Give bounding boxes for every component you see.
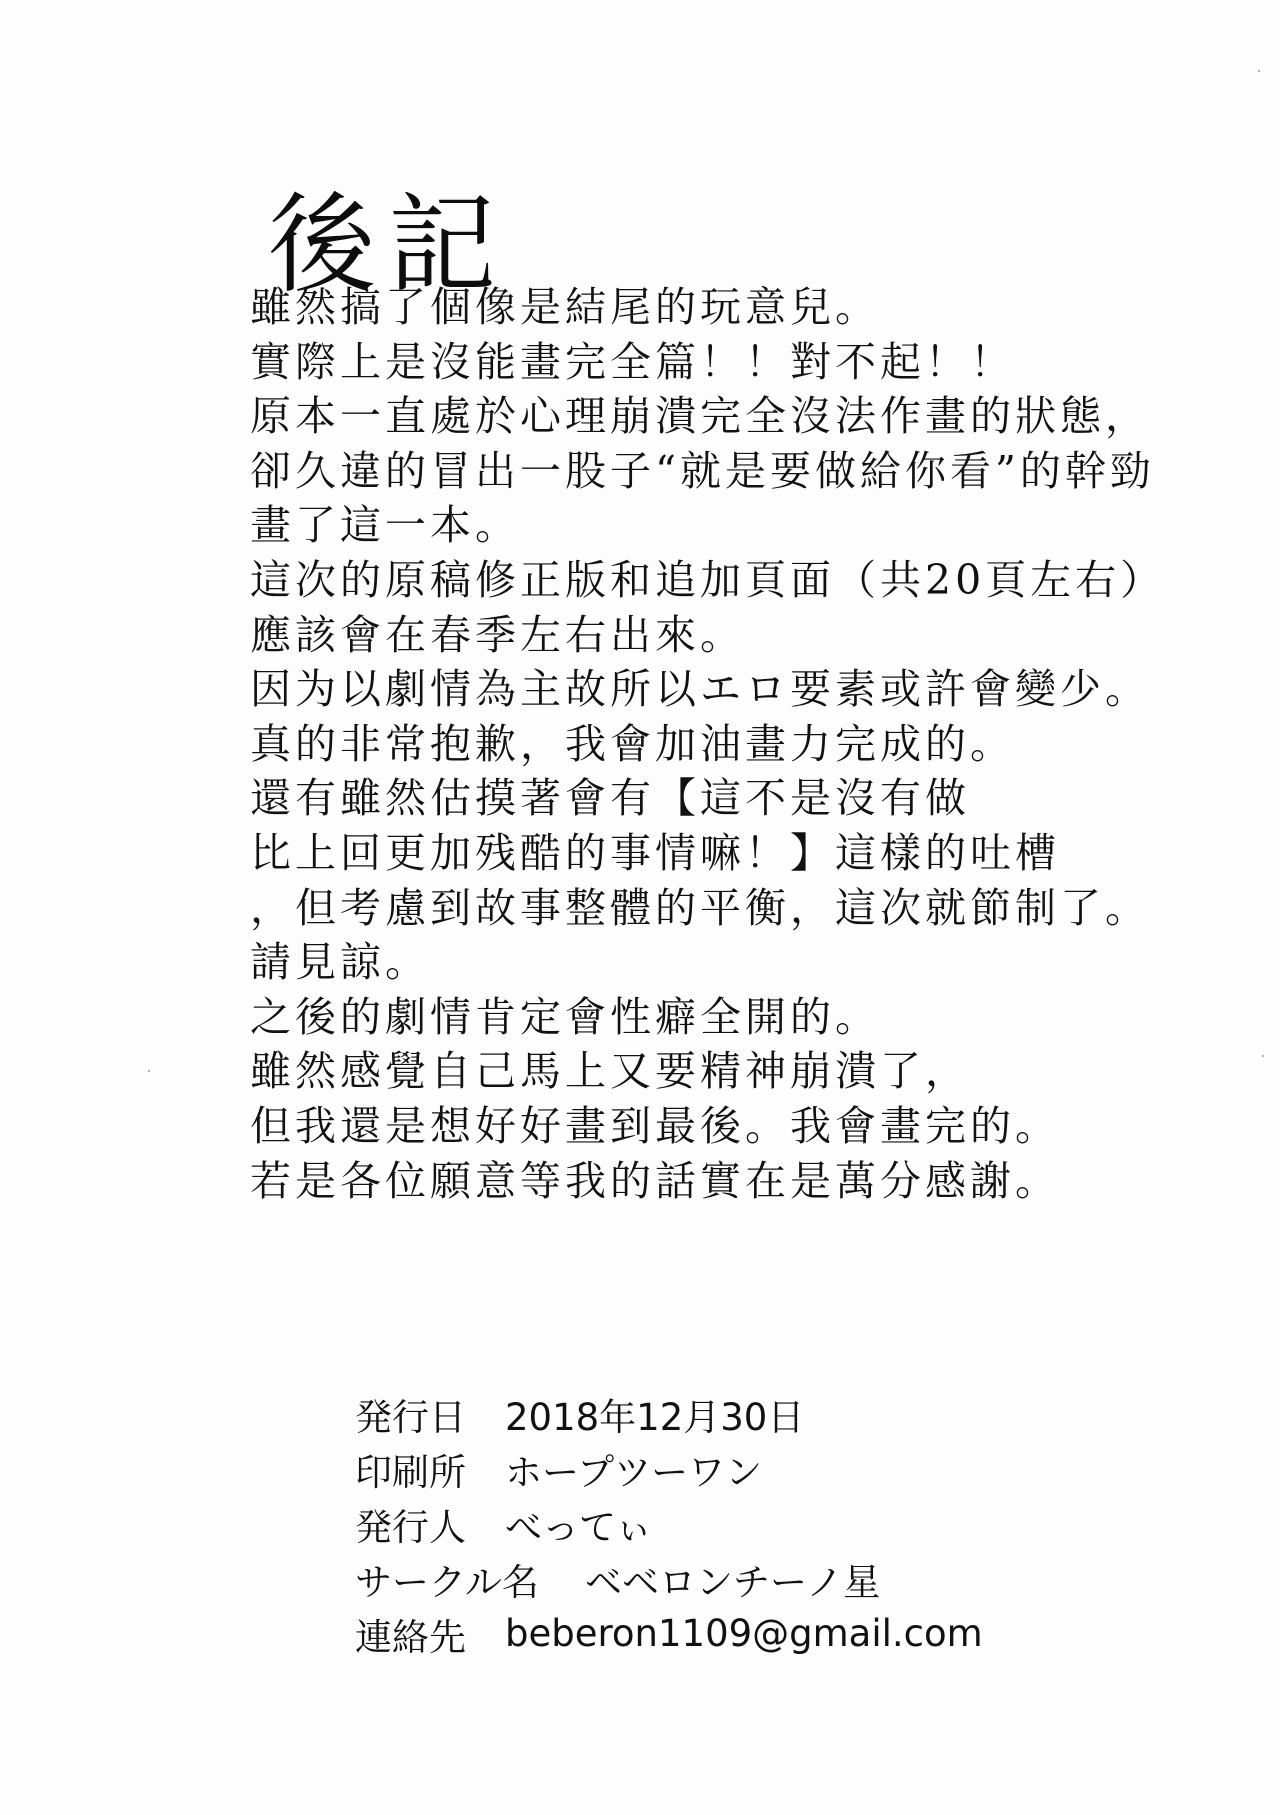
- body-line: 之後的劇情肯定會性癖全開的。: [250, 992, 880, 1041]
- body-line: 若是各位願意等我的話實在是萬分感謝。: [250, 1156, 1060, 1205]
- body-line: 畫了這一本。: [250, 501, 520, 550]
- issue-date-label: 発行日: [355, 1395, 466, 1439]
- publisher-value: べってぃ: [505, 1505, 653, 1549]
- body-line: 這次的原稿修正版和追加頁面（共20頁左右）: [250, 555, 1166, 604]
- body-line: 請見諒。: [250, 938, 430, 987]
- contact-label: 連絡先: [355, 1615, 466, 1659]
- paper-speck: [1262, 1055, 1264, 1057]
- page-title: 後記: [268, 183, 509, 309]
- colophon-row-circle: [355, 1551, 983, 1606]
- colophon-row-contact: [355, 1606, 983, 1661]
- colophon-row-printer: [355, 1441, 983, 1496]
- body-line: 但我還是想好好畫到最後。我會畫完的。: [250, 1101, 1060, 1150]
- contact-email: beberon1109@gmail.com: [505, 1612, 983, 1655]
- issue-date-value: 2018年12月30日: [505, 1395, 805, 1439]
- body-line: 因为以劇情為主故所以エロ要素或許會變少。: [250, 665, 1150, 714]
- body-line: ，但考慮到故事整體的平衡，這次就節制了。: [250, 883, 1150, 932]
- body-line: 真的非常抱歉，我會加油畫力完成的。: [250, 719, 1015, 768]
- body-line: 還有雖然估摸著會有【這不是沒有做: [250, 774, 970, 823]
- colophon-row-issue-date: [355, 1386, 983, 1441]
- printer-value: ホープツーワン: [505, 1450, 763, 1494]
- body-line: 雖然搞了個像是結尾的玩意兒。: [250, 283, 880, 331]
- paper-speck: [1258, 70, 1260, 72]
- circle-value: ベベロンチーノ星: [585, 1560, 881, 1604]
- body-line: 卻久違的冒出一股子“就是要做給你看”的幹勁: [250, 446, 1155, 495]
- circle-label: サークル名: [355, 1560, 539, 1604]
- body-line: 應該會在春季左右出來。: [250, 610, 745, 659]
- colophon: [355, 1386, 983, 1661]
- publisher-label: 発行人: [355, 1505, 466, 1549]
- body-line: 比上回更加残酷的事情嘛！】這樣的吐槽: [250, 828, 1060, 877]
- colophon-row-publisher: [355, 1496, 983, 1551]
- afterword-body: [250, 280, 1180, 1208]
- printer-label: 印刷所: [355, 1450, 466, 1494]
- body-line: 原本一直處於心理崩潰完全沒法作畫的狀態，: [250, 392, 1150, 441]
- paper-speck: [148, 1070, 150, 1072]
- body-line: 實際上是沒能畫完全篇！！對不起！！: [250, 337, 1015, 386]
- body-line: 雖然感覺自己馬上又要精神崩潰了，: [250, 1047, 970, 1096]
